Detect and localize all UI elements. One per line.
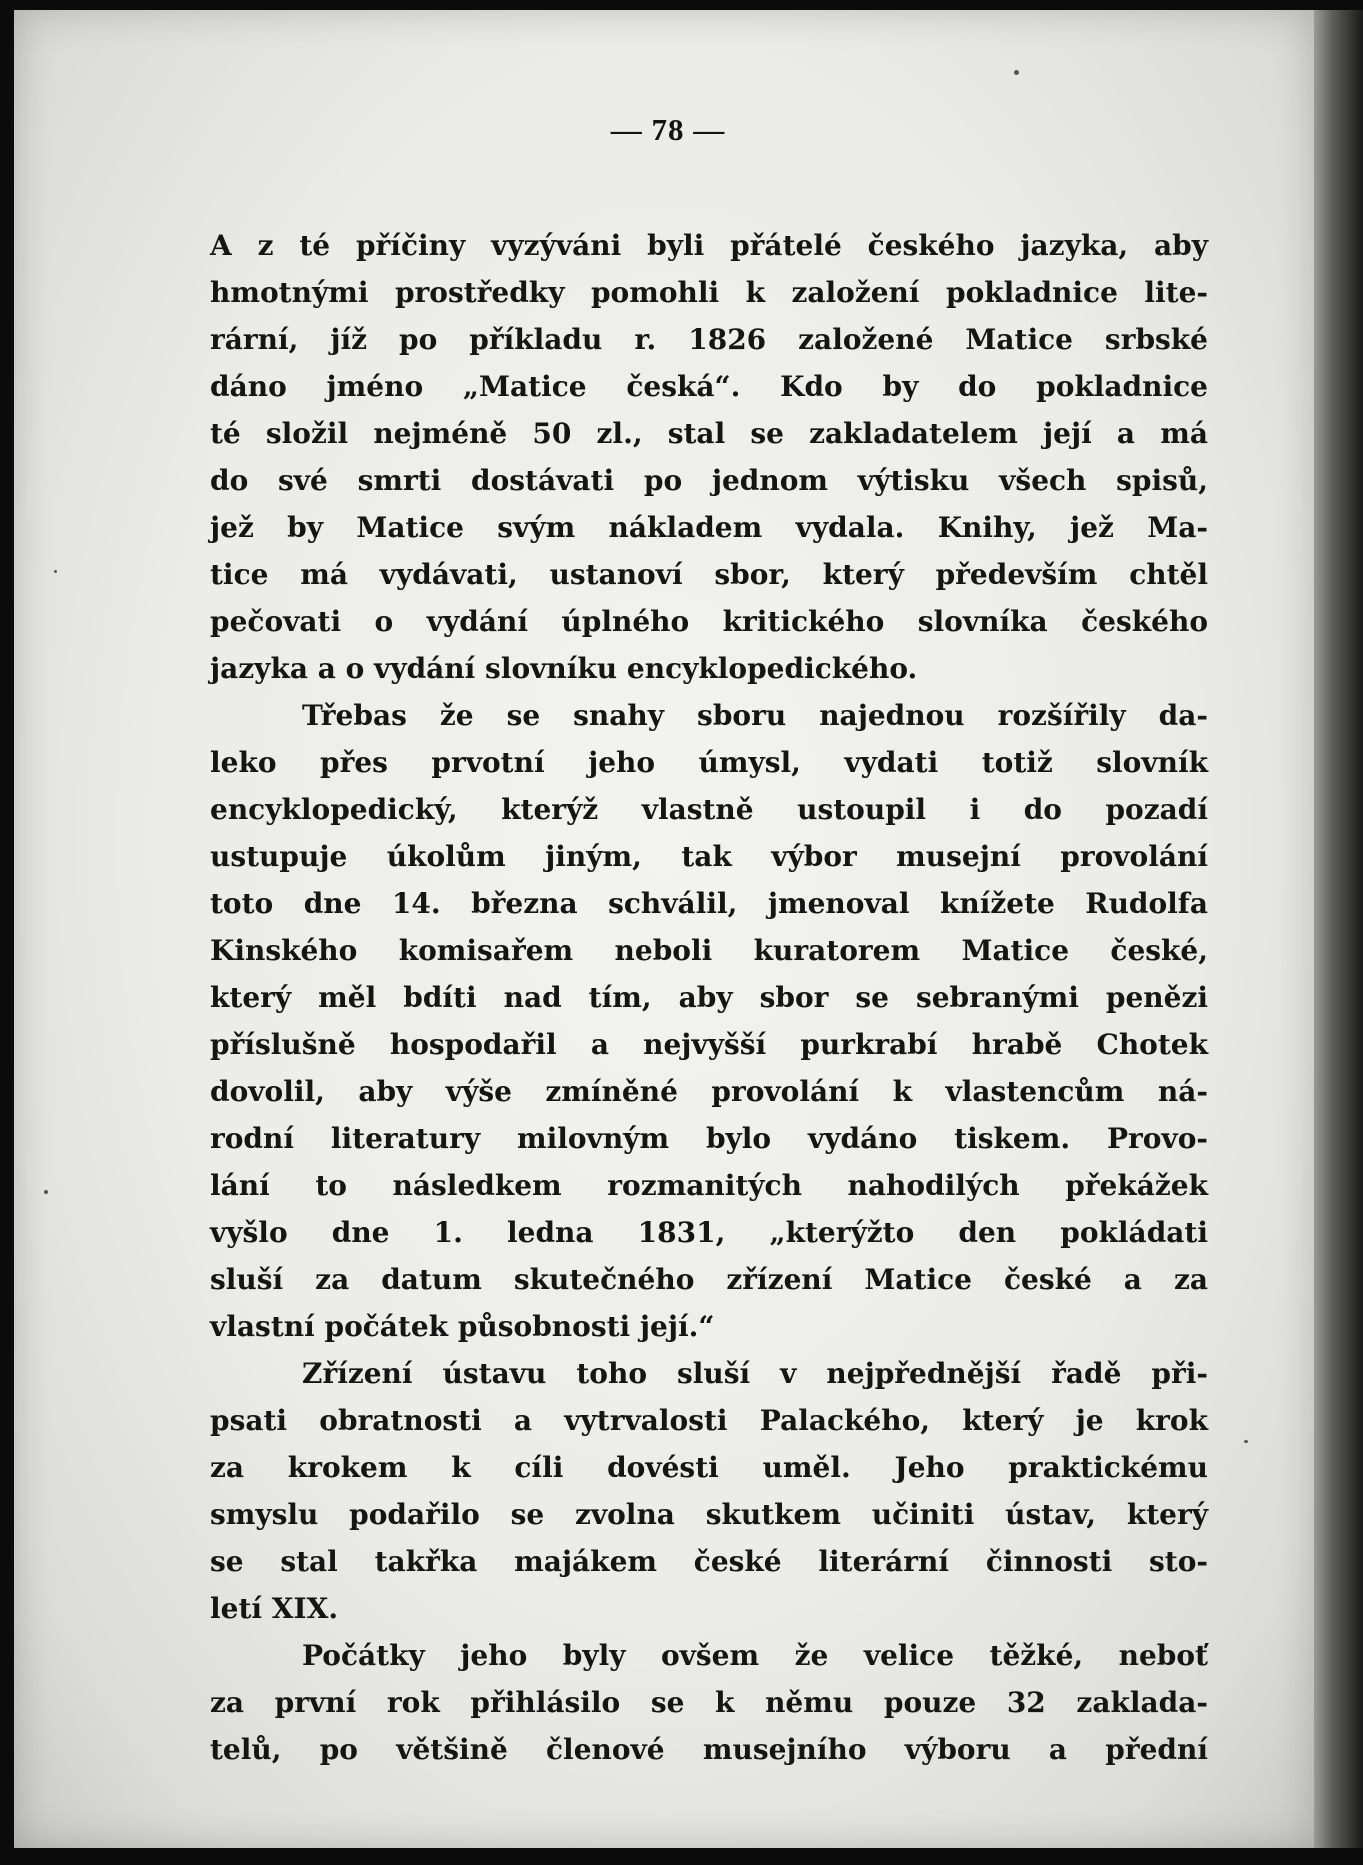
text-line: který měl bdíti nad tím, aby sbor se sebranými penězi [210, 981, 1208, 1014]
text-line: se stal takřka majákem české literární činnosti sto- [210, 1545, 1208, 1578]
page-edge-shadow [1314, 10, 1363, 1848]
text-line: dáno jméno „Matice česká“. Kdo by do pokladnice [210, 370, 1208, 403]
text-line: Třebas že se snahy sboru najednou rozšířily da- [302, 699, 1208, 732]
text-line: ustupuje úkolům jiným, tak výbor musejní provolání [210, 840, 1208, 873]
text-line: pečovati o vydání úplného kritického slovníka českého [210, 605, 1208, 638]
text-line: vyšlo dne 1. ledna 1831, „kterýžto den pokládati [210, 1216, 1208, 1249]
text-line: té složil nejméně 50 zl., stal se zakladatelem její a má [210, 417, 1208, 450]
paper-speck [44, 1190, 48, 1194]
paper-speck [1244, 1440, 1248, 1443]
text-line: A z té příčiny vyzýváni byli přátelé českého jazyka, aby [210, 229, 1208, 262]
text-line: telů, po většině členové musejního výboru a přední [210, 1733, 1208, 1766]
paper-speck [54, 570, 57, 573]
text-line: rodní literatury milovným bylo vydáno tiskem. Provo- [210, 1122, 1208, 1155]
text-line: smyslu podařilo se zvolna skutkem učiniti ústav, který [210, 1498, 1208, 1531]
page-number: — 78 — [610, 112, 726, 147]
text-line: příslušně hospodařil a nejvyšší purkrabí hrabě Chotek [210, 1028, 1208, 1061]
text-line: psati obratnosti a vytrvalosti Palackého, který je krok [210, 1404, 1208, 1437]
text-line: dovolil, aby výše zmíněné provolání k vlastencům ná- [210, 1075, 1208, 1108]
text-line: jazyka a o vydání slovníku encyklopedického. [210, 652, 918, 685]
text-line: jež by Matice svým nákladem vydala. Knihy, jež Ma- [210, 511, 1208, 544]
body-text [210, 222, 1208, 1773]
text-line: encyklopedický, kterýž vlastně ustoupil i do pozadí [210, 793, 1208, 826]
text-line: Kinského komisařem neboli kuratorem Matice české, [210, 934, 1208, 967]
text-line: Zřízení ústavu toho sluší v nejpřednější řadě při- [302, 1357, 1208, 1390]
text-line: leko přes prvotní jeho úmysl, vydati totiž slovník [210, 746, 1208, 779]
text-line: toto dne 14. března schválil, jmenoval knížete Rudolfa [210, 887, 1208, 920]
text-line: letí XIX. [210, 1592, 339, 1625]
text-line: za krokem k cíli dovésti uměl. Jeho praktickému [210, 1451, 1208, 1484]
text-line: za první rok přihlásilo se k němu pouze 32 zaklada- [210, 1686, 1208, 1719]
text-line: Počátky jeho byly ovšem že velice těžké, neboť [302, 1639, 1208, 1672]
text-line: rární, jíž po příkladu r. 1826 založené Matice srbské [210, 323, 1208, 356]
text-line: sluší za datum skutečného zřízení Matice české a za [210, 1263, 1208, 1296]
text-line: hmotnými prostředky pomohli k založení pokladnice lite- [210, 276, 1208, 309]
text-line: lání to následkem rozmanitých nahodilých překážek [210, 1169, 1208, 1202]
text-line: tice má vydávati, ustanoví sbor, který především chtěl [210, 558, 1208, 591]
text-line: vlastní počátek působnosti její.“ [210, 1310, 715, 1343]
text-line: do své smrti dostávati po jednom výtisku všech spisů, [210, 464, 1208, 497]
paper-speck [1014, 70, 1019, 75]
